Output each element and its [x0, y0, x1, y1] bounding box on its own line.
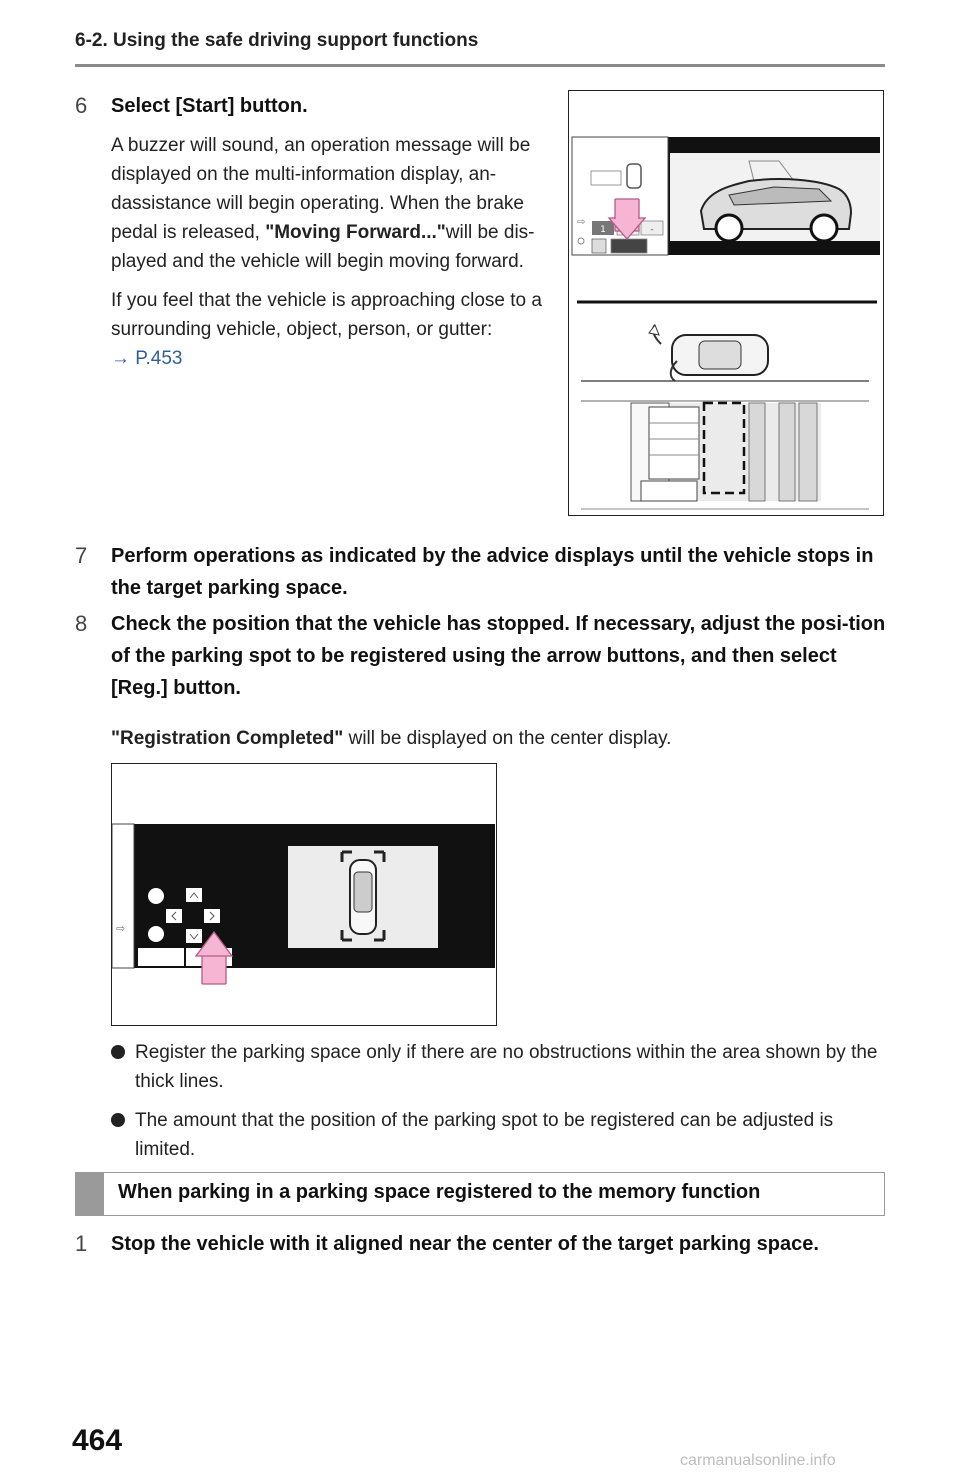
step-title: Select [Start] button.: [111, 95, 308, 117]
side-icon: ⇨: [116, 922, 126, 935]
rotate-left-button: [148, 888, 164, 904]
figure-start-screen: [568, 90, 884, 516]
step-text: Stop the vehicle with it aligned near the center of the target parking space.: [111, 1233, 819, 1255]
page-number: 464: [72, 1424, 123, 1457]
step-6-text-a: A buzzer will sound, an operation message will be displayed on the multi-information display, an-dassistance will begin operating. When the brake pedal is released,: [111, 135, 531, 243]
step-6: [75, 90, 555, 122]
watermark: carmanualsonline.info: [680, 1452, 836, 1469]
step-6-description: [111, 131, 551, 276]
step-6-caution: [111, 286, 551, 373]
pink-arrow-down: [615, 199, 639, 221]
side-icon-a: ⇨: [577, 217, 586, 228]
vehicle-mini-icon: [627, 164, 641, 188]
step-6-text-c: will be dis-played and the vehicle will begin moving forward.: [111, 222, 535, 272]
panel-icon: [592, 239, 606, 253]
step-number: 8: [75, 611, 88, 636]
section-tab-marker: [76, 1173, 104, 1215]
section-heading-bar: [75, 1172, 885, 1216]
step-6-caution-text: If you feel that the vehicle is approaching close to a surrounding vehicle, object, person, or gutter:: [111, 290, 542, 340]
step-text: Perform operations as indicated by the advice displays until the vehicle stops in the target parking space.: [111, 545, 874, 599]
side-strip: [112, 824, 134, 968]
wheel-front: [716, 215, 742, 241]
bullet-icon: [111, 1113, 125, 1127]
rotate-right-button: [148, 926, 164, 942]
control-panel: [572, 137, 668, 255]
page-reference-link[interactable]: → P.453: [111, 348, 183, 369]
bullet-text: Register the parking space only if there are no obstructions within the area shown by the thick lines.: [135, 1042, 878, 1092]
arrow-up-button: [186, 888, 202, 902]
section-header-title: 6-2. Using the safe driving support functions: [75, 30, 479, 51]
step-8-note: [111, 724, 871, 753]
panel-number-1: 1: [600, 225, 606, 235]
step-7: [75, 540, 890, 606]
bullet-text: The amount that the position of the parking spot to be registered can be adjusted is limited.: [135, 1110, 834, 1160]
registration-completed-message: "Registration Completed": [111, 728, 344, 749]
cancel-button-graphic: [138, 948, 184, 966]
header-rule: [75, 64, 885, 67]
arrow-right-button: [204, 909, 220, 923]
registration-screen-illustration: [112, 764, 495, 1024]
svg-text:-: -: [650, 225, 654, 235]
step-text: Check the position that the vehicle has stopped. If necessary, adjust the posi-tion of the parking spot to be registered using the arrow buttons, and then select [Reg.] button.: [111, 613, 886, 699]
pink-arrow-up: [202, 954, 226, 984]
step-8: [75, 608, 890, 708]
step-1: [75, 1228, 890, 1260]
arrow-left-button: [166, 909, 182, 923]
arrow-down-button: [186, 929, 202, 943]
step-8-note-rest: will be displayed on the center display.: [343, 728, 672, 749]
step-number: 7: [75, 543, 88, 568]
bullet-icon: [111, 1045, 125, 1059]
section-heading: When parking in a parking space registered to the memory function: [118, 1181, 761, 1203]
start-button-graphic: [611, 239, 647, 253]
step-number: 6: [75, 93, 88, 118]
moving-forward-message: "Moving Forward...": [265, 222, 446, 243]
turn-arrow-icon: [649, 325, 659, 335]
wheel-rear: [811, 215, 837, 241]
step-number: 1: [75, 1231, 88, 1256]
start-screen-illustration: [569, 91, 882, 514]
figure-registration-screen: [111, 763, 497, 1026]
